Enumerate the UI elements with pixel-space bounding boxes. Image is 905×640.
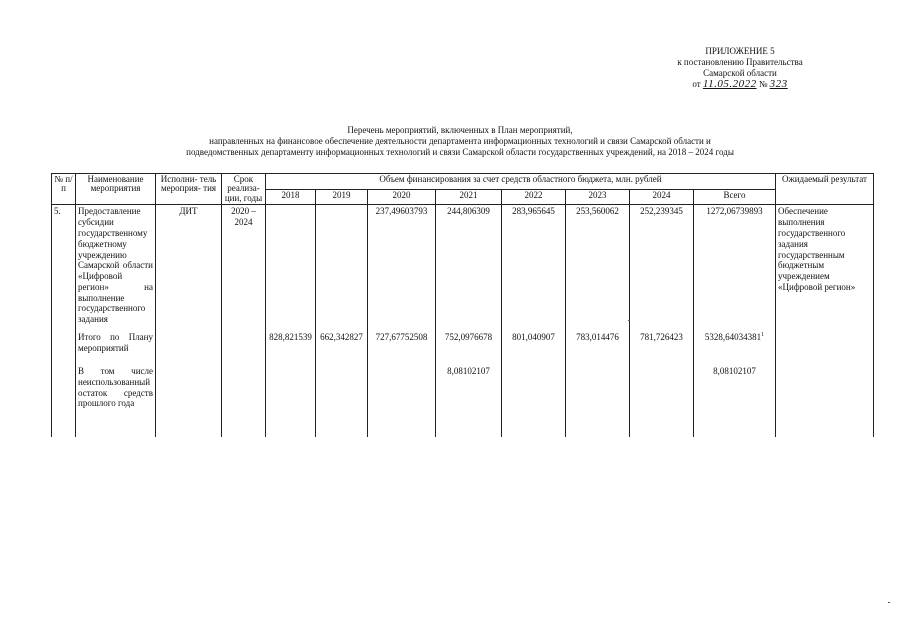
measures-table: [51, 173, 874, 437]
header-year-2023: 2023: [566, 189, 630, 205]
incl-2024: [630, 365, 694, 437]
cell-2018: [266, 205, 316, 326]
header-year-2020: 2020: [368, 189, 436, 205]
row-num: 5.: [52, 205, 76, 326]
decree-number: 323: [769, 78, 788, 91]
total-label: Итого по Плану мероприятий: [76, 326, 156, 365]
scan-speck: [888, 602, 890, 603]
total-2020: 727,67752508: [368, 326, 436, 365]
incl-2022: [502, 365, 566, 437]
total-2019: 662,342827: [316, 326, 368, 365]
total-2018: 828,821539: [266, 326, 316, 365]
incl-2019: [316, 365, 368, 437]
table-row-total: [52, 326, 874, 365]
cell-2022: 283,965645: [502, 205, 566, 326]
header-executor: Исполни- тель мероприя- тия: [156, 174, 222, 205]
from-prefix: от: [692, 79, 701, 90]
incl-2020: [368, 365, 436, 437]
header-num: № п/п: [52, 174, 76, 205]
total-2022: 801,040907: [502, 326, 566, 365]
row-result: Обеспечение выполнения государственного задания государственным бюджетным учреждением «Цифровой регион»: [776, 205, 874, 326]
annex-header: [655, 46, 825, 92]
cell-2020: 237,49603793: [368, 205, 436, 326]
row-executor: ДИТ: [156, 205, 222, 326]
header-total: Всего: [694, 189, 776, 205]
decree-date: 11.05.2022: [702, 78, 757, 91]
scan-speck: [628, 320, 630, 321]
cell-total: 1272,06739893: [694, 205, 776, 326]
total-2024: 781,726423: [630, 326, 694, 365]
header-name: Наименование мероприятия: [76, 174, 156, 205]
title-line3: подведомственных департаменту информационных технологий и связи Самарской области государственных учреждений, на 2018 – 2024 годы: [186, 146, 734, 157]
header-result: Ожидаемый результат: [776, 174, 874, 205]
document-title: [110, 125, 810, 157]
row-period: 2020 – 2024: [222, 205, 266, 326]
annex-date-line: [655, 78, 825, 91]
table-row-including: [52, 365, 874, 437]
header-funding: Объем финансирования за счет средств областного бюджета, млн. рублей: [266, 174, 776, 190]
including-label: В том числе неиспользованный остаток средств прошлого года: [76, 365, 156, 437]
number-prefix: №: [758, 79, 768, 90]
title-line1: Перечень мероприятий, включенных в План мероприятий,: [347, 125, 573, 135]
annex-title: ПРИЛОЖЕНИЕ 5: [705, 46, 775, 56]
title-line2: направленных на финансовое обеспечение деятельности департамента информационных технологий и связи Самарской области и: [209, 135, 711, 146]
incl-2023: [566, 365, 630, 437]
cell-2019: [316, 205, 368, 326]
annex-line1: к постановлению Правительства: [677, 56, 803, 67]
incl-total: 8,08102107: [694, 365, 776, 437]
header-year-2018: 2018: [266, 189, 316, 205]
cell-2023: 253,560062: [566, 205, 630, 326]
total-sum: [694, 326, 776, 365]
header-year-2022: 2022: [502, 189, 566, 205]
header-year-2024: 2024: [630, 189, 694, 205]
footnote-mark: 1: [761, 332, 765, 339]
incl-2021: 8,08102107: [436, 365, 502, 437]
cell-2021: 244,806309: [436, 205, 502, 326]
incl-2018: [266, 365, 316, 437]
header-year-2019: 2019: [316, 189, 368, 205]
cell-2024: 252,239345: [630, 205, 694, 326]
total-sum-value: 5328,64034381: [704, 332, 762, 343]
row-name: Предоставление субсидии государственному бюджетному учреждению Самарской области «Цифровой регион» на выполнение государственного задания: [76, 205, 156, 326]
annex-line2: Самарской области: [703, 67, 777, 78]
header-year-2021: 2021: [436, 189, 502, 205]
total-2021: 752,0976678: [436, 326, 502, 365]
table-row: [52, 205, 874, 326]
header-period: Срок реализа- ции, годы: [222, 174, 266, 205]
total-2023: 783,014476: [566, 326, 630, 365]
